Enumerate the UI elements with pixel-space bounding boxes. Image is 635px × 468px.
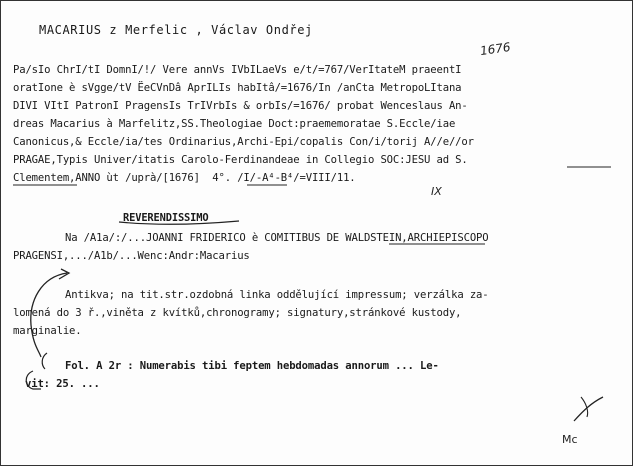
title-line-5: Canonicus,& Eccle/ia/tes Ordinarius,Archi-Epi/copalis Con/i/torij A//e//or — [13, 136, 474, 148]
right-slash-hook — [581, 397, 588, 417]
title-line-4: dreas Macarius à Marfelitz,SS.Theologiae Doct:praememoratae S.Eccle/iae — [13, 118, 456, 130]
title-line-1: Pa/sIo ChrI/tI DomnI/!/ Vere annVs IVbILaeVs e/t/=767/VerItateM praeentI — [13, 64, 462, 76]
description-line-3: marginalie. — [13, 325, 82, 337]
dedication-line-1: Na /A1a/:/...JOANNI FRIDERICO è COMITIBUS DE WALDSTEIN,ARCHIEPISCOPO — [65, 232, 489, 244]
right-slash-mark — [574, 397, 603, 421]
title-line-2: oratIone è sVgge/tV ËeCVnDâ AprILIs habItâ/=1676/In /anCta MetropoLItana — [13, 82, 462, 94]
title-line-3: DIVI VItI PatronI PragensIs TrIVrbIs & orbIs/=1676/ probat Wenceslaus An- — [13, 100, 468, 112]
description-line-1: Antikva; na tit.str.ozdobná linka oddělující impressum; verzálka za- — [65, 289, 489, 301]
handwritten-roman: IX — [431, 185, 442, 198]
cataloger-initials: Mc — [562, 433, 578, 446]
dedication-heading: REVERENDISSIMO — [123, 212, 209, 224]
author-heading: MACARIUS z Merfelic , Václav Ondřej — [39, 23, 313, 37]
imprint-line-2: Clementem,ANNO ùt /uprà/[1676] 4°. /I/-A⁴-B⁴/=VIII/11. — [13, 172, 356, 184]
incipit-hook-top — [42, 353, 47, 369]
handwritten-year: 1676 — [479, 39, 512, 59]
incipit-line-1: Fol. A 2r : Numerabis tibi feptem hebdomadas annorum ... Le- — [65, 360, 439, 372]
imprint-line-1: PRAGAE,Typis Univer/itatis Carolo-Ferdinandeae in Collegio SOC:JESU ad S. — [13, 154, 468, 166]
dedication-line-2: PRAGENSI,.../A1b/...Wenc:Andr:Macarius — [13, 250, 250, 262]
left-bracket-arrow — [59, 269, 69, 279]
description-line-2: lomená do 3 ř.,viněta z kvítků,chronogramy; signatury,stránkové kustody, — [13, 307, 462, 319]
incipit-line-2: vit: 25. ... — [25, 378, 100, 390]
